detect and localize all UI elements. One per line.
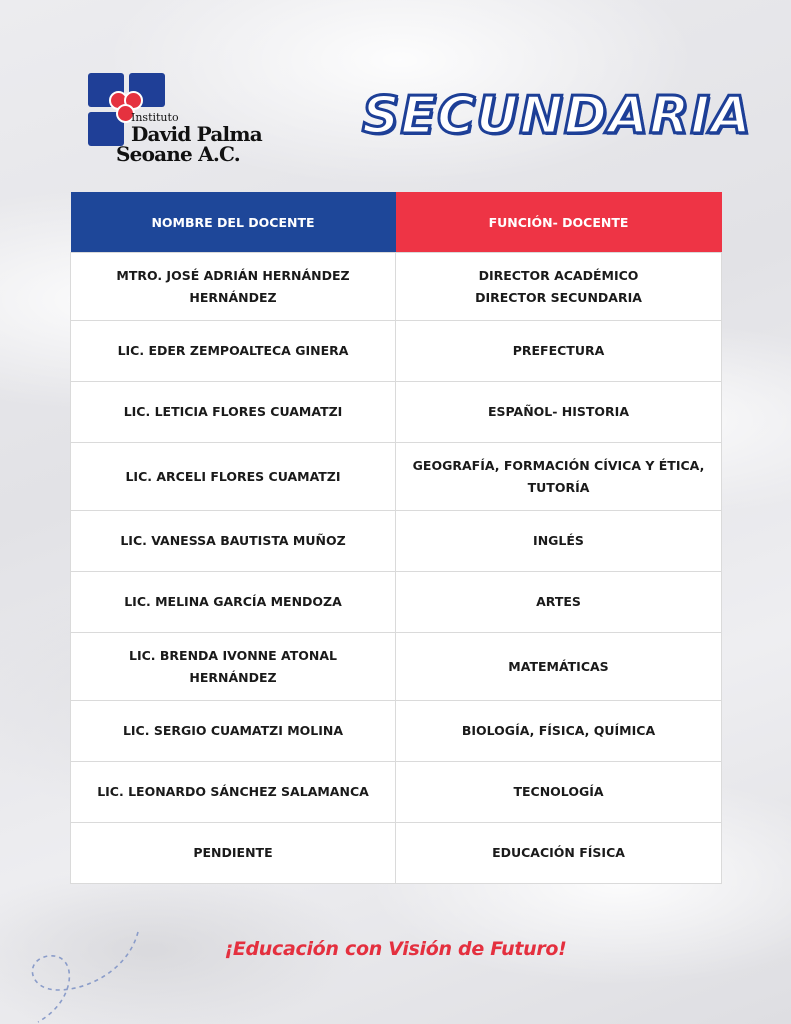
header-teacher-name: NOMBRE DEL DOCENTE bbox=[71, 192, 396, 253]
table-row bbox=[71, 633, 722, 701]
logo-text-line3: Seoane A.C. bbox=[116, 142, 240, 166]
teacher-role: ARTES bbox=[396, 572, 722, 633]
table-row bbox=[71, 511, 722, 572]
teacher-role: BIOLOGÍA, FÍSICA, QUÍMICA bbox=[396, 701, 722, 762]
teacher-role: GEOGRAFÍA, FORMACIÓN CÍVICA Y ÉTICA, TUTORÍA bbox=[396, 443, 722, 511]
table-row bbox=[71, 701, 722, 762]
teacher-role: MATEMÁTICAS bbox=[396, 633, 722, 701]
table-row bbox=[71, 762, 722, 823]
teacher-role: PREFECTURA bbox=[396, 321, 722, 382]
table-row bbox=[71, 443, 722, 511]
teacher-name: MTRO. JOSÉ ADRIÁN HERNÁNDEZ HERNÁNDEZ bbox=[71, 253, 396, 321]
teacher-role: INGLÉS bbox=[396, 511, 722, 572]
teacher-name: LIC. ARCELI FLORES CUAMATZI bbox=[71, 443, 396, 511]
teacher-name: LIC. MELINA GARCÍA MENDOZA bbox=[71, 572, 396, 633]
table-row bbox=[71, 253, 722, 321]
teacher-name: PENDIENTE bbox=[71, 823, 396, 884]
teacher-role: EDUCACIÓN FÍSICA bbox=[396, 823, 722, 884]
teacher-role: TECNOLOGÍA bbox=[396, 762, 722, 823]
institute-logo bbox=[86, 70, 266, 170]
page-title: SECUNDARIA bbox=[362, 86, 752, 146]
teacher-name: LIC. LETICIA FLORES CUAMATZI bbox=[71, 382, 396, 443]
teacher-role: ESPAÑOL- HISTORIA bbox=[396, 382, 722, 443]
logo-text-line1: Instituto bbox=[131, 111, 179, 124]
table-row bbox=[71, 382, 722, 443]
teacher-role: DIRECTOR ACADÉMICO DIRECTOR SECUNDARIA bbox=[396, 253, 722, 321]
staff-table bbox=[70, 192, 722, 884]
table-header-row bbox=[71, 192, 722, 253]
slogan: ¡Educación con Visión de Futuro! bbox=[224, 938, 567, 960]
table-row bbox=[71, 572, 722, 633]
teacher-name: LIC. EDER ZEMPOALTECA GINERA bbox=[71, 321, 396, 382]
table-row bbox=[71, 823, 722, 884]
teacher-name: LIC. LEONARDO SÁNCHEZ SALAMANCA bbox=[71, 762, 396, 823]
teacher-name: LIC. BRENDA IVONNE ATONAL HERNÁNDEZ bbox=[71, 633, 396, 701]
teacher-name: LIC. SERGIO CUAMATZI MOLINA bbox=[71, 701, 396, 762]
header-teacher-role: FUNCIÓN- DOCENTE bbox=[396, 192, 722, 253]
teacher-name: LIC. VANESSA BAUTISTA MUÑOZ bbox=[71, 511, 396, 572]
logo-text-line2: David Palma bbox=[131, 122, 262, 146]
table-row bbox=[71, 321, 722, 382]
